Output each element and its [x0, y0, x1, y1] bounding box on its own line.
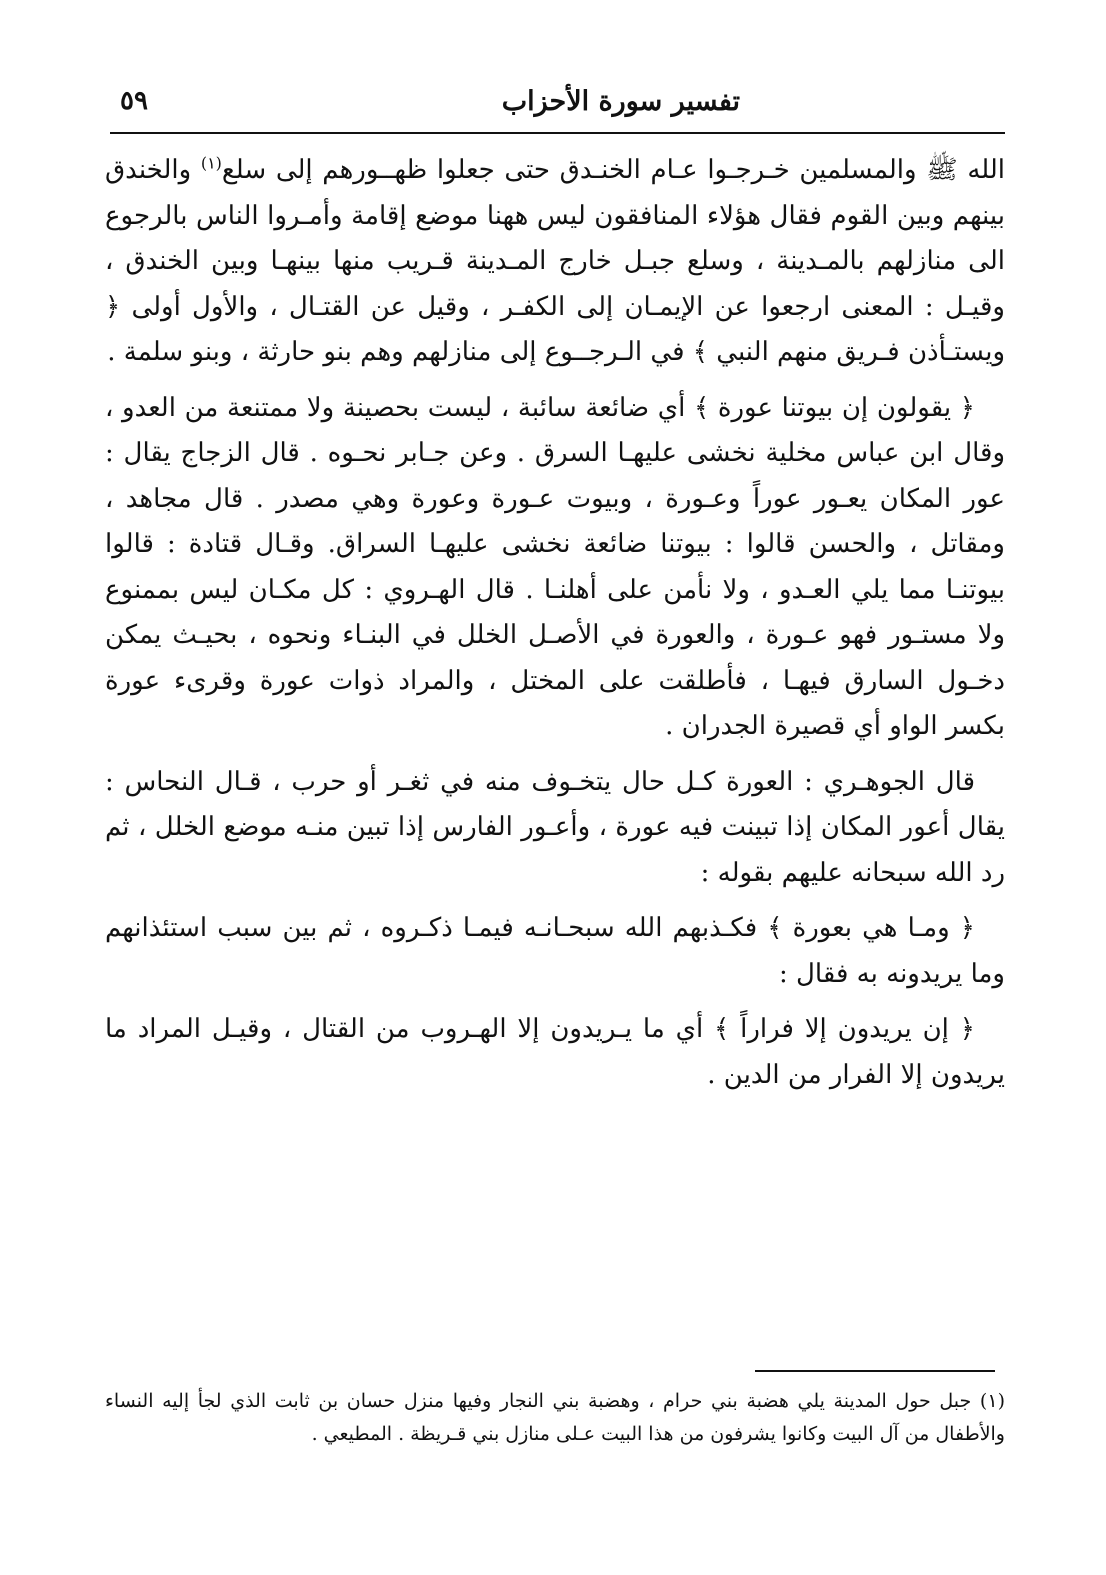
footnote-text: جبل حول المدينة يلي هضبة بني حرام ، وهضبة بني النجار وفيها منزل حسان بن ثابت الذي لجأ إليه النساء والأطفال من آل البيت وكانوا يشرفون من هذا البيت عـلى منازل بني قـريظة . المطيعي .	[105, 1390, 1005, 1445]
footnote-1	[105, 1385, 1005, 1451]
paragraph-2: ﴿ يقولون إن بيوتنا عورة ﴾ أي ضائعة سائبة ، ليست بحصينة ولا ممتنعة من العدو ، وقال ابن عباس مخلية نخشى عليهـا السرق . وعن جـابر نحـوه . قال الزجاج يقال : عور المكان يعـور عوراً وعـورة ، وبيوت عـورة وعورة وهي مصدر . قال مجاهد ، ومقاتل ، والحسن قالوا : بيوتنا ضائعة نخشى عليهـا السراق. وقـال قتادة : قالوا بيوتنـا مما يلي العـدو ، ولا نأمن على أهلنـا . قال الهـروي : كل مكـان ليس بممنوع ولا مستـور فهو عـورة ، والعورة في الأصـل الخلل في البنـاء ونحوه ، بحيـث يمكن دخـول السارق فيهـا ، فأطلقت على المختل ، والمراد ذوات عورة وقرىء عورة بكسر الواو أي قصيرة الجدران .	[105, 392, 1005, 741]
header-title: تفسير سورة الأحزاب	[501, 86, 740, 117]
paragraph-1-text: الله ﷺ والمسلمين خـرجـوا عـام الخنـدق حتى جعلوا ظهــورهم إلى سلع	[221, 155, 1006, 185]
footnote-number: (١)	[979, 1390, 1005, 1412]
header-divider	[110, 132, 1005, 134]
running-header	[110, 82, 1005, 132]
paragraph-5: ﴿ إن يريدون إلا فراراً ﴾ أي ما يـريدون إلا الهـروب من القتال ، وقيـل المراد ما يريدون إلا الفرار من الدين .	[105, 1014, 1005, 1090]
footnote-divider	[755, 1370, 995, 1372]
paragraph-1	[105, 148, 1005, 376]
paragraph-3: قال الجوهـري : العورة كـل حال يتخـوف منه في ثغـر أو حرب ، قـال النحاس : يقال أعور المكان إذا تبينت فيه عورة ، وأعـور الفارس إذا تبين منـه موضع الخلل ، ثم رد الله سبحانه عليهم بقوله :	[105, 766, 1005, 888]
footnote-reference: (١)	[200, 153, 222, 173]
paragraph-1-continuation: والخندق بينهم وبين القوم فقال هؤلاء المنافقون ليس ههنا موضع إقامة وأمـروا الناس بالرجوع الى منازلهم بالمـدينة ، وسلع جبـل خارج المـدينة قـريب منها بينهـا وبين الخندق ، وقيـل : المعنى ارجعوا عن الإيمـان إلى الكفـر ، وقيل عن القتـال ، والأول أولى ﴿ ويستـأذن فـريق منهم النبي ﴾ في الـرجــوع إلى منازلهم وهم بنو حارثة ، وبنو سلمة .	[105, 155, 1005, 367]
page-number: ٥٩	[120, 86, 148, 116]
footnotes	[105, 1385, 1005, 1451]
main-text	[105, 148, 1005, 1108]
paragraph-4: ﴿ ومـا هي بعورة ﴾ فكـذبهم الله سبحـانـه فيمـا ذكـروه ، ثم بين سبب استئذانهم وما يريدونه به فقال :	[105, 913, 1005, 989]
